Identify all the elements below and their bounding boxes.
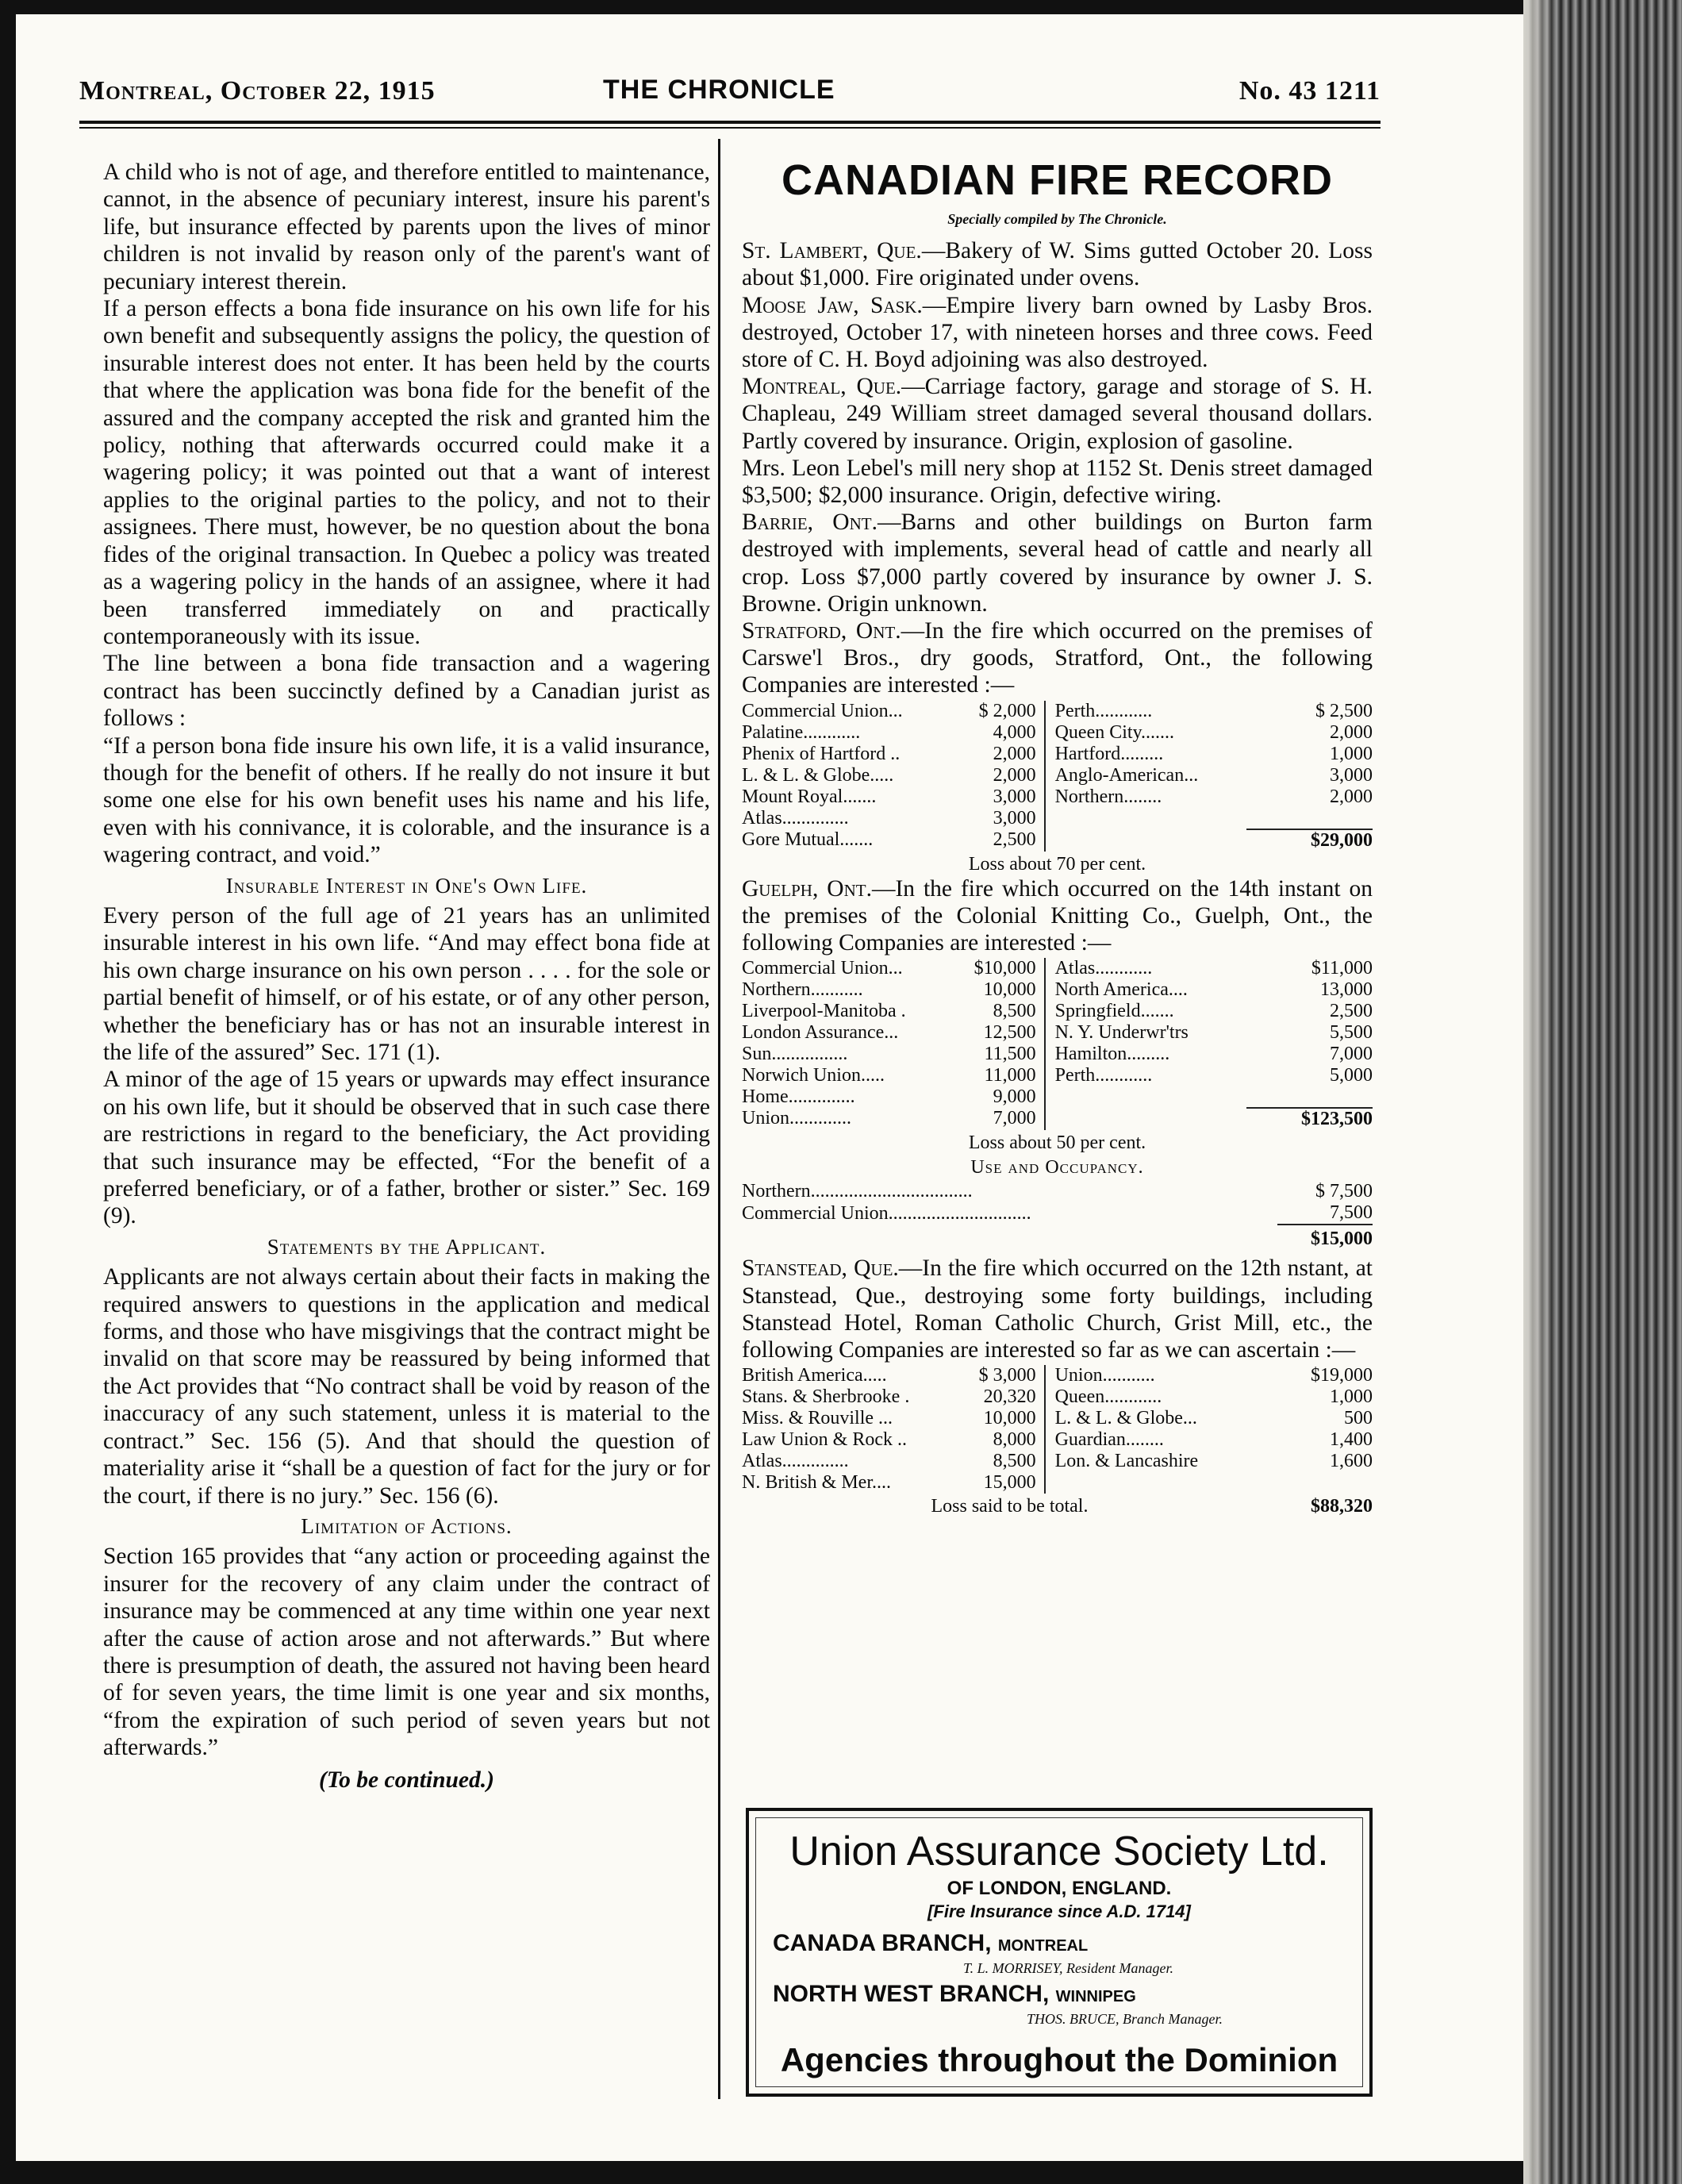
entry-place: Montreal, Que. (742, 374, 902, 400)
union-assurance-advertisement (746, 1808, 1373, 2097)
stanstead-total-row (742, 1495, 1373, 1517)
company-name: Queen............ (1054, 1386, 1162, 1408)
spacer (742, 1225, 1277, 1250)
guelph-companies-table (742, 958, 1373, 1130)
company-row (742, 1022, 1373, 1044)
company-row (742, 1386, 1373, 1408)
company-row (742, 1472, 1373, 1494)
company-name: Mount Royal....... (742, 786, 877, 807)
use-occupancy-heading: Use and Occupancy. (970, 1157, 1144, 1179)
branch-location: MONTREAL (997, 1937, 1089, 1955)
company-name: Northern........... (742, 979, 863, 1001)
loss-note: Loss about 50 per cent. (968, 1132, 1146, 1154)
company-row (742, 701, 1373, 722)
company-row (742, 958, 1373, 979)
company-name: Union............. (742, 1108, 851, 1129)
company-amount: 10,000 (931, 1408, 1045, 1429)
company-name: Union........... (1054, 1365, 1155, 1386)
company-row (742, 1365, 1373, 1386)
company-amount: 9,000 (931, 1086, 1045, 1108)
company-name: Phenix of Hartford .. (742, 743, 901, 764)
company-name: Stans. & Sherbrooke . (742, 1386, 910, 1408)
entry-place: Guelph, Ont. (742, 875, 872, 902)
company-name: L. & L. & Globe... (1054, 1408, 1197, 1429)
company-name: London Assurance... (742, 1022, 899, 1044)
company-amount: $123,500 (1246, 1108, 1373, 1130)
company-name: Palatine............ (742, 721, 861, 743)
company-amount: 4,000 (931, 722, 1045, 744)
paragraph: A child who is not of age, and therefore entitled to maintenance, cannot, in the absence of pecuniary interest, insure his parent's life, but insurance effected by parents upon the lives of minor children is not invalid by reason only of the parent's want of pecuniary interest therein. (103, 160, 710, 294)
fire-record-title: CANADIAN FIRE RECORD (781, 156, 1333, 204)
loss-note: Loss about 70 per cent. (968, 853, 1146, 875)
occupancy-total: $15,000 (1277, 1225, 1373, 1250)
company-row (742, 808, 1373, 829)
company-amount: 1,000 (1330, 1386, 1373, 1408)
company-amount: $19,000 (1311, 1365, 1373, 1386)
company-amount: $ 3,000 (931, 1365, 1045, 1386)
stratford-companies-table (742, 701, 1373, 852)
company-amount: 12,500 (931, 1022, 1045, 1044)
entry-place: St. Lambert, Que. (742, 238, 922, 264)
company-amount: 3,000 (931, 786, 1045, 808)
company-name: Atlas.............. (742, 1451, 849, 1472)
company-amount: 2,000 (931, 765, 1045, 786)
company-row (742, 786, 1373, 808)
company-row (742, 744, 1373, 765)
company-row (742, 1429, 1373, 1451)
entry-text: —Barns and other buildings on Burton farm destroyed with implements, several head of cattle and nearly all crop. Loss $7,000 partly covered by insurance by owner J. S. Browne. Origin unknown. (742, 509, 1373, 617)
company-amount: 8,000 (931, 1429, 1045, 1451)
fire-entry (742, 875, 1373, 957)
company-amount (1246, 808, 1373, 829)
company-name: Liverpool-Manitoba . (742, 1001, 906, 1022)
company-amount: 2,500 (931, 829, 1045, 852)
company-name: Atlas............ (1054, 958, 1153, 979)
continued-note: (To be continued.) (319, 1767, 494, 1793)
company-name: North America.... (1054, 979, 1188, 1001)
header-date: Montreal, October 22, 1915 (79, 76, 436, 106)
company-name: Commercial Union.............................. (742, 1202, 1031, 1224)
branch-location: WINNIPEG (1055, 1988, 1136, 2005)
company-amount (1246, 1086, 1373, 1108)
company-name: N. Y. Underwr'trs (1054, 1022, 1189, 1044)
ad-northwest-manager: THOS. BRUCE, Branch Manager. (1027, 2011, 1223, 2027)
section-heading: Insurable Interest in One's Own Life. (225, 873, 588, 898)
ad-city: OF LONDON, ENGLAND. (947, 1878, 1172, 1899)
company-name: Gore Mutual....... (742, 829, 874, 850)
company-row (742, 1108, 1373, 1130)
company-amount: 13,000 (1320, 979, 1373, 1001)
paragraph: If a person effects a bona fide insurance on his own life for his own benefit and subsequently assigns the policy, the question of insurable interest does not enter. It has been held by the courts that where the application was bona fide for the benefit of the assured and the company accepted the risk and granted him the policy, nothing that afterwards occurred could make it a wagering policy; it was pointed out that a want of interest applies to the original parties to the policy, and not to their assignees. There must, however, be no question about the bona fides of the original transaction. In Quebec a policy was treated as a wagering policy in the hands of an assignee, where it had been transferred immediately on and practically contemporaneously with its issue. (103, 296, 710, 649)
company-amount: 5,000 (1330, 1065, 1373, 1086)
company-amount: 2,500 (1330, 1001, 1373, 1022)
header-title: THE CHRONICLE (603, 75, 835, 105)
quotation: “If a person bona fide insure his own life, it is a valid insurance, though for the benefit of others. If he really do not insure it but some one else for his own benefit uses his name and his life, even with his connivance, it is colorable, and the insurance is a wagering contract, and void.” (103, 732, 710, 868)
company-row (742, 979, 1373, 1001)
company-amount: $29,000 (1246, 829, 1373, 852)
entry-place: Moose Jaw, Sask. (742, 292, 923, 318)
company-amount: 3,000 (1330, 764, 1373, 786)
company-row (742, 1451, 1373, 1472)
entry-place: Barrie, Ont. (742, 509, 877, 536)
company-amount: 7,500 (1330, 1202, 1373, 1224)
company-name: L. & L. & Globe..... (742, 764, 894, 786)
paragraph: The line between a bona fide transaction and a wagering contract has been succinctly defined by a Canadian jurist as follows : (103, 651, 710, 732)
company-row (742, 722, 1373, 744)
header-issue: No. 43 1211 (1238, 76, 1381, 106)
company-name: Norwich Union..... (742, 1065, 885, 1086)
company-name: Queen City....... (1054, 721, 1175, 743)
company-amount: 2,000 (1330, 786, 1373, 807)
company-amount: $ 2,500 (1315, 700, 1373, 721)
stanstead-total: $88,320 (1311, 1495, 1373, 1517)
company-name: Northern.................................. (742, 1181, 973, 1202)
company-name (1045, 808, 1246, 829)
company-amount: 8,500 (931, 1451, 1045, 1472)
occupancy-row (742, 1181, 1373, 1202)
company-row (742, 1086, 1373, 1108)
ad-agencies: Agencies throughout the Dominion (780, 2041, 1338, 2078)
fire-entry: Mrs. Leon Lebel's mill nery shop at 1152 St. Denis street damaged $3,500; $2,000 insurance. Origin, defective wiring. (742, 455, 1373, 509)
entry-text: —Bakery of W. Sims gutted October 20. Loss about $1,000. Fire originated under ovens. (742, 238, 1373, 291)
ad-northwest-branch (773, 1981, 1136, 2008)
company-name: Perth............ (1054, 700, 1153, 721)
entry-place: Stanstead, Que. (742, 1255, 899, 1282)
fire-entry (742, 292, 1373, 374)
company-name: N. British & Mer.... (742, 1472, 892, 1494)
column-rule (718, 139, 720, 2099)
page-header (79, 71, 1381, 111)
company-name: Anglo-American... (1054, 764, 1199, 786)
stanstead-companies-table (742, 1365, 1373, 1494)
company-amount: 2,000 (931, 744, 1045, 765)
company-amount: 11,000 (931, 1065, 1045, 1086)
occupancy-total-row (742, 1225, 1373, 1250)
fire-entry (742, 1255, 1373, 1363)
company-amount: 7,000 (1330, 1044, 1373, 1065)
ad-company-name: Union Assurance Society Ltd. (789, 1828, 1329, 1874)
company-amount: 10,000 (931, 979, 1045, 1001)
header-rule-thick (79, 121, 1381, 124)
company-amount: $11,000 (1311, 958, 1373, 979)
entry-text: —In the fire which occurred on the premises of Carswe'l Bros., dry goods, Stratford, Ont., the following Companies are interested :— (742, 618, 1373, 698)
entry-text: —In the fire which occurred on the 12th nstant, at Stanstead, Que., destroying some forty buildings, including Stanstead Hotel, Roman Catholic Church, Grist Mill, etc., the following Companies are interested so far as we can ascertain :— (742, 1255, 1373, 1363)
company-name (1045, 829, 1246, 852)
byline: Specially compiled by The Chronicle. (947, 211, 1167, 227)
company-name: Commercial Union... (742, 700, 903, 721)
company-name: Springfield....... (1054, 1001, 1174, 1022)
use-occupancy-table (742, 1181, 1373, 1250)
company-amount: $ 2,000 (931, 701, 1045, 722)
section-heading: Statements by the Applicant. (267, 1234, 547, 1259)
entry-text: —Empire livery barn owned by Lasby Bros. destroyed, October 17, with nineteen horses and three cows. Feed store of C. H. Boyd adjoining was also destroyed. (742, 292, 1373, 373)
entry-text: —Carriage factory, garage and storage of S. H. Chapleau, 249 William street damaged several thousand dollars. Partly covered by insurance. Origin, explosion of gasoline. (742, 374, 1373, 454)
company-row (742, 1408, 1373, 1429)
company-amount: 1,400 (1330, 1429, 1373, 1451)
fire-entry (742, 373, 1373, 455)
company-amount: 20,320 (931, 1386, 1045, 1408)
company-name: Hartford......... (1054, 743, 1164, 764)
paragraph: Section 165 provides that “any action or proceeding against the insurer for the recovery of any claim under the contract of insurance may be commenced at any time within one year next after the cause of action arose and not afterwards.” But where there is presumption of death, the assured not having been heard of for seven years, the time limit is one year and six months, “from the expiration of such period of seven years but not afterwards.” (103, 1544, 710, 1761)
company-name (1045, 1108, 1246, 1130)
company-amount: 1,000 (1330, 743, 1373, 764)
page-gutter-shadow (1523, 0, 1555, 2184)
right-column (742, 155, 1373, 1517)
company-amount: 500 (1344, 1408, 1373, 1429)
paragraph: Every person of the full age of 21 years has an unlimited insurable interest in his own life. “And may effect bona fide at his own charge insurance on his own person . . . . for the sole or partial benefit of himself, or of his estate, or of any other person, whether the beneficiary has or has not an insurable interest in the life of the assured” Sec. 171 (1). (103, 902, 710, 1065)
company-amount: 15,000 (931, 1472, 1045, 1494)
fire-entry (742, 617, 1373, 699)
paragraph: A minor of the age of 15 years or upwards may effect insurance on his own life, but it should be observed that in such case there are restrictions in regard to the beneficiary, the Act providing that such insurance may be effected, “For the benefit of a preferred beneficiary, or of a father, brother or sister.” Sec. 169 (9). (103, 1067, 710, 1229)
company-row (742, 1001, 1373, 1022)
entry-place: Stratford, Ont. (742, 618, 901, 644)
company-amount: 5,500 (1330, 1022, 1373, 1044)
company-name: Perth............ (1054, 1065, 1153, 1086)
company-name: Atlas.............. (742, 807, 849, 829)
company-amount: 11,500 (931, 1044, 1045, 1065)
company-amount: $ 7,500 (1315, 1181, 1373, 1202)
company-row (742, 1044, 1373, 1065)
fire-entry (742, 509, 1373, 617)
company-amount: 8,500 (931, 1001, 1045, 1022)
company-row (742, 829, 1373, 852)
company-amount (1246, 1472, 1373, 1494)
company-amount: 3,000 (931, 808, 1045, 829)
ad-since: [Fire Insurance since A.D. 1714] (927, 1901, 1191, 1921)
company-name: British America..... (742, 1365, 887, 1386)
section-heading: Limitation of Actions. (301, 1513, 513, 1538)
company-name: Law Union & Rock .. (742, 1429, 907, 1451)
company-amount: $10,000 (931, 958, 1045, 979)
paragraph: Applicants are not always certain about their facts in making the required answers to questions in the application and medical forms, and those who have misgivings that the contract might be invalid on that score may be reassured by being informed that the Act provides that “No contract shall be void by reason of the inaccuracy of any such statement, unless it is material to the contract.” Sec. 156 (5). And that should the question of materiality arise it “shall be a question of fact for the jury or for the court, if there is no jury.” Sec. 156 (6). (103, 1264, 710, 1509)
left-column (103, 159, 710, 1794)
ad-canada-manager: T. L. MORRISEY, Resident Manager. (963, 1960, 1173, 1976)
loss-note: Loss said to be total. (931, 1496, 1089, 1517)
company-name: Commercial Union... (742, 958, 903, 979)
company-name: Sun................ (742, 1044, 848, 1065)
company-name: Home.............. (742, 1086, 855, 1108)
company-row (742, 765, 1373, 786)
company-name: Guardian........ (1054, 1429, 1164, 1451)
company-name: Miss. & Rouville ... (742, 1408, 893, 1429)
company-amount: 7,000 (931, 1108, 1045, 1130)
ad-canada-branch (773, 1930, 1088, 1957)
company-name (1045, 1472, 1246, 1494)
header-rule-thin (79, 127, 1381, 129)
branch-name: CANADA BRANCH, (773, 1930, 992, 1956)
company-amount: 1,600 (1330, 1451, 1373, 1472)
occupancy-row (742, 1202, 1373, 1225)
branch-name: NORTH WEST BRANCH, (773, 1981, 1050, 2007)
company-name: Lon. & Lancashire (1054, 1451, 1199, 1472)
fire-entry (742, 237, 1373, 291)
entry-text: —In the fire which occurred on the 14th instant on the premises of the Colonial Knitting Co., Guelph, Ont., the following Companies are interested :— (742, 875, 1373, 956)
company-name (1045, 1086, 1246, 1108)
company-amount: 2,000 (1330, 721, 1373, 743)
company-name: Hamilton......... (1054, 1044, 1170, 1065)
company-name: Northern........ (1054, 786, 1162, 807)
company-row (742, 1065, 1373, 1086)
